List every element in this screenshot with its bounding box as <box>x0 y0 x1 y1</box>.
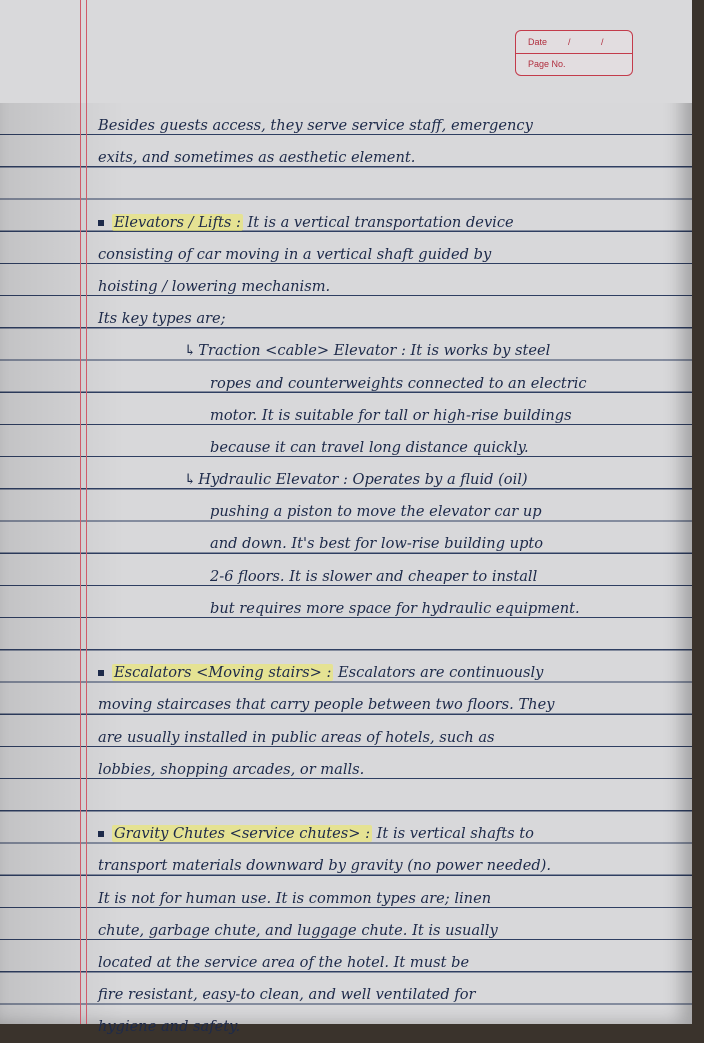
elevators-line: consisting of car moving in a vertical shaft guided by <box>98 245 492 263</box>
elevators-heading: Elevators / Lifts : <box>114 213 241 231</box>
elevators-line: Its key types are; <box>98 310 226 328</box>
elevators-line: hoisting / lowering mechanism. <box>98 277 331 295</box>
chutes-text: It is vertical shafts to <box>376 825 534 843</box>
margin-line <box>80 0 81 1024</box>
intro-line: exits, and sometimes as aesthetic element. <box>98 149 416 167</box>
escalators-heading: Escalators <Moving stairs> : <box>114 664 332 682</box>
page-row <box>516 53 632 75</box>
traction-line: because it can travel long distance quickly. <box>210 438 529 456</box>
arrow-icon: ↳ <box>184 342 197 360</box>
chutes-line: transport materials downward by gravity (no power needed). <box>98 857 552 875</box>
bullet-icon <box>98 220 104 226</box>
hydraulic-line: 2-6 floors. It is slower and cheaper to install <box>210 567 538 585</box>
escalators-line: moving staircases that carry people between two floors. They <box>98 696 555 714</box>
date-label: Date <box>528 37 548 47</box>
elevators-heading-line <box>98 207 678 239</box>
arrow-icon: ↳ <box>184 471 197 489</box>
hydraulic-line: pushing a piston to move the elevator car up <box>210 503 542 521</box>
traction-line: ropes and counterweights connected to an electric <box>210 374 587 392</box>
blank-line <box>98 625 678 657</box>
bullet-icon <box>98 670 104 676</box>
date-value: / / <box>568 37 618 47</box>
chutes-line: hygiene and safety. <box>98 1018 241 1036</box>
page-number-label: Page No. <box>528 59 566 69</box>
traction-line: ↳ Traction <cable> Elevator : It is works by steel <box>184 342 551 360</box>
chutes-line: It is not for human use. It is common types are; linen <box>98 889 492 907</box>
escalators-line: lobbies, shopping arcades, or malls. <box>98 760 365 778</box>
margin-line <box>86 0 87 1024</box>
chutes-heading-line <box>98 818 678 850</box>
blank-line <box>98 174 678 206</box>
traction-line: motor. It is suitable for tall or high-rise buildings <box>210 406 572 424</box>
date-row <box>516 31 632 54</box>
intro-line: Besides guests access, they serve service staff, emergency <box>98 117 533 134</box>
escalators-heading-line <box>98 657 678 689</box>
chutes-heading: Gravity Chutes <service chutes> : <box>114 825 371 843</box>
hydraulic-line: ↳ Hydraulic Elevator : Operates by a fluid (oil) <box>184 471 528 489</box>
date-page-box <box>515 30 633 76</box>
chutes-line: chute, garbage chute, and luggage chute. It is usually <box>98 921 498 939</box>
chutes-line: located at the service area of the hotel. It must be <box>98 953 470 971</box>
handwritten-notes <box>98 110 678 1043</box>
escalators-line: are usually installed in public areas of hotels, such as <box>98 728 495 746</box>
elevators-text: It is a vertical transportation device <box>247 213 514 231</box>
chutes-line: fire resistant, easy-to clean, and well ventilated for <box>98 986 476 1004</box>
blank-line <box>98 786 678 818</box>
bullet-icon <box>98 831 104 837</box>
escalators-text: Escalators are continuously <box>338 664 544 682</box>
hydraulic-line: and down. It's best for low-rise building upto <box>210 535 544 553</box>
hydraulic-line: but requires more space for hydraulic equipment. <box>210 599 580 617</box>
